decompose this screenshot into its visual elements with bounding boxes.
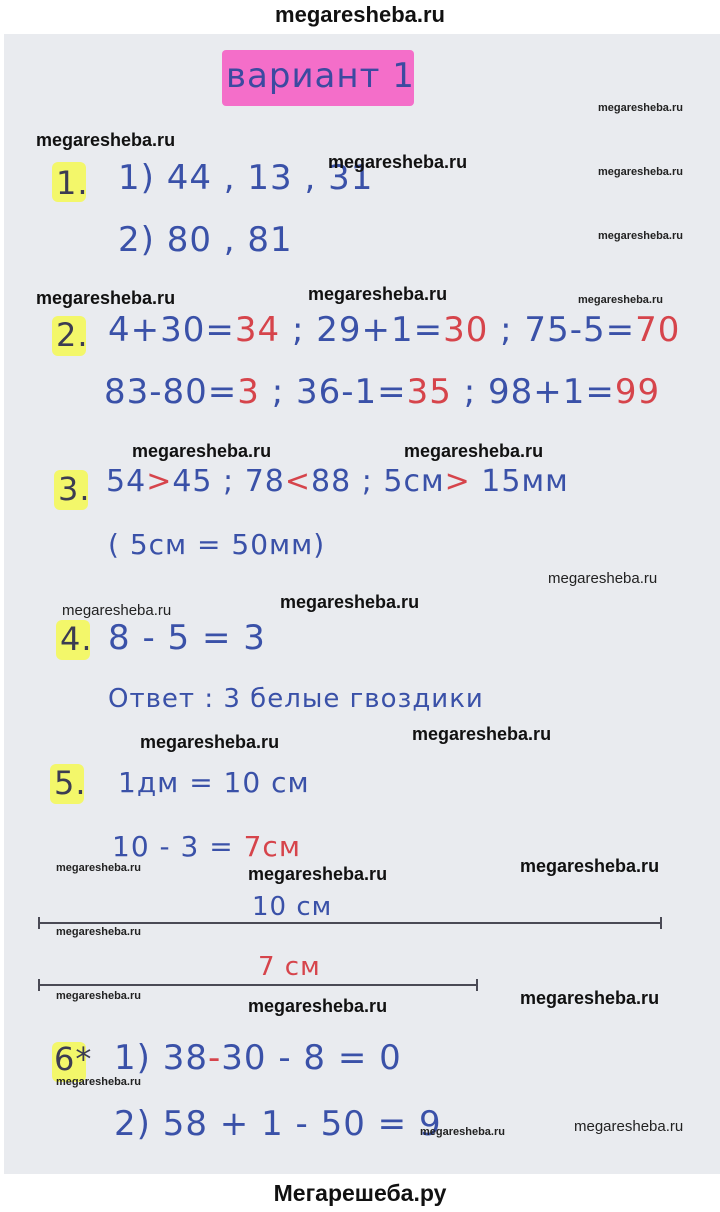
segment-tick (38, 979, 40, 991)
watermark: megaresheba.ru (308, 284, 448, 304)
expr: 36-1= (284, 372, 407, 412)
expr: 75-5= (512, 310, 636, 350)
segment-7cm (40, 984, 478, 986)
task1-line2: 2) 80 , 81 (118, 220, 293, 260)
segment-tick (660, 917, 662, 929)
expr: 10 - 3 = (112, 830, 244, 863)
answer: 35 (406, 372, 452, 412)
watermark: megaresheba.ru (404, 441, 544, 461)
task6-number: 6* (54, 1040, 93, 1078)
task4-line1: 8 - 5 = 3 (108, 618, 266, 658)
expr: 30 - 8 = 0 (221, 1038, 402, 1078)
answer: 30 (443, 310, 489, 350)
answer: 3 (237, 372, 260, 412)
segment-tick (38, 917, 40, 929)
segment2-label: 7 см (258, 952, 321, 982)
task4-number: 4. (60, 620, 93, 658)
watermark: megaresheba.ru (520, 856, 660, 876)
separator: ; (488, 310, 513, 350)
segment-tick (476, 979, 478, 991)
watermark: megaresheba.ru (248, 996, 388, 1016)
task4-answer: Ответ : 3 белые гвоздики (108, 684, 484, 714)
watermark: megaresheba.ru (140, 732, 280, 752)
task2-row2 (104, 372, 660, 412)
operator: - (207, 1038, 222, 1078)
site-footer[interactable]: Мегарешеба.ру (273, 1180, 447, 1206)
watermark: megaresheba.ru (520, 988, 660, 1008)
watermark: megaresheba.ru (598, 166, 683, 178)
value: 54 (106, 464, 147, 499)
watermark: megaresheba.ru (248, 864, 388, 884)
separator: ; (451, 372, 477, 412)
answer: 7см (243, 830, 301, 863)
watermark: megaresheba.ru (548, 570, 658, 587)
task2-number: 2. (56, 316, 89, 354)
watermark: megaresheba.ru (328, 152, 468, 172)
comparison-sign: < (284, 464, 312, 499)
task6-line1 (114, 1038, 402, 1078)
watermark: megaresheba.ru (56, 1076, 141, 1088)
watermark: megaresheba.ru (598, 102, 683, 114)
page-title: вариант 1 (226, 56, 415, 96)
watermark: megaresheba.ru (578, 294, 663, 306)
watermark: megaresheba.ru (420, 1126, 505, 1138)
task1-line1: 1) 44 , 13 , 31 (118, 158, 374, 198)
watermark: megaresheba.ru (36, 288, 176, 308)
watermark: megaresheba.ru (574, 1118, 684, 1135)
value: 78 (234, 464, 285, 499)
task2-row1 (108, 310, 680, 350)
watermark: megaresheba.ru (280, 592, 420, 612)
value: 5см (372, 464, 445, 499)
answer: 34 (234, 310, 281, 350)
separator: ; (280, 310, 305, 350)
task6-line2: 2) 58 + 1 - 50 = 9 (114, 1104, 442, 1144)
answer: 99 (614, 372, 661, 412)
expr: 4+30= (108, 310, 235, 350)
watermark: megaresheba.ru (598, 230, 683, 242)
task3-note: ( 5см = 50мм) (108, 528, 326, 561)
task5-number: 5. (54, 764, 87, 802)
comparison-sign: > (444, 464, 471, 499)
expr: 1) 38 (114, 1038, 208, 1078)
task5-line2 (112, 830, 301, 863)
watermark: megaresheba.ru (36, 130, 176, 150)
task3-number: 3. (58, 470, 91, 508)
expr: 29+1= (304, 310, 444, 350)
segment1-label: 10 см (252, 892, 333, 922)
expr: 98+1= (476, 372, 615, 412)
segment-10cm (40, 922, 662, 924)
watermark: megaresheba.ru (62, 602, 172, 619)
value: 15мм (470, 464, 569, 499)
comparison-sign: > (146, 464, 173, 499)
watermark: megaresheba.ru (412, 724, 552, 744)
task3-comparisons (106, 464, 569, 499)
task5-line1: 1дм = 10 см (118, 766, 310, 799)
answer: 70 (635, 310, 681, 350)
watermark: megaresheba.ru (56, 926, 141, 938)
expr: 83-80= (104, 372, 238, 412)
watermark: megaresheba.ru (56, 862, 141, 874)
site-header[interactable]: megaresheba.ru (275, 2, 445, 27)
watermark: megaresheba.ru (56, 990, 141, 1002)
value: 45 ; (172, 464, 235, 499)
separator: ; (259, 372, 285, 412)
task1-number: 1. (56, 164, 89, 202)
value: 88 ; (311, 464, 373, 499)
watermark: megaresheba.ru (132, 441, 272, 461)
